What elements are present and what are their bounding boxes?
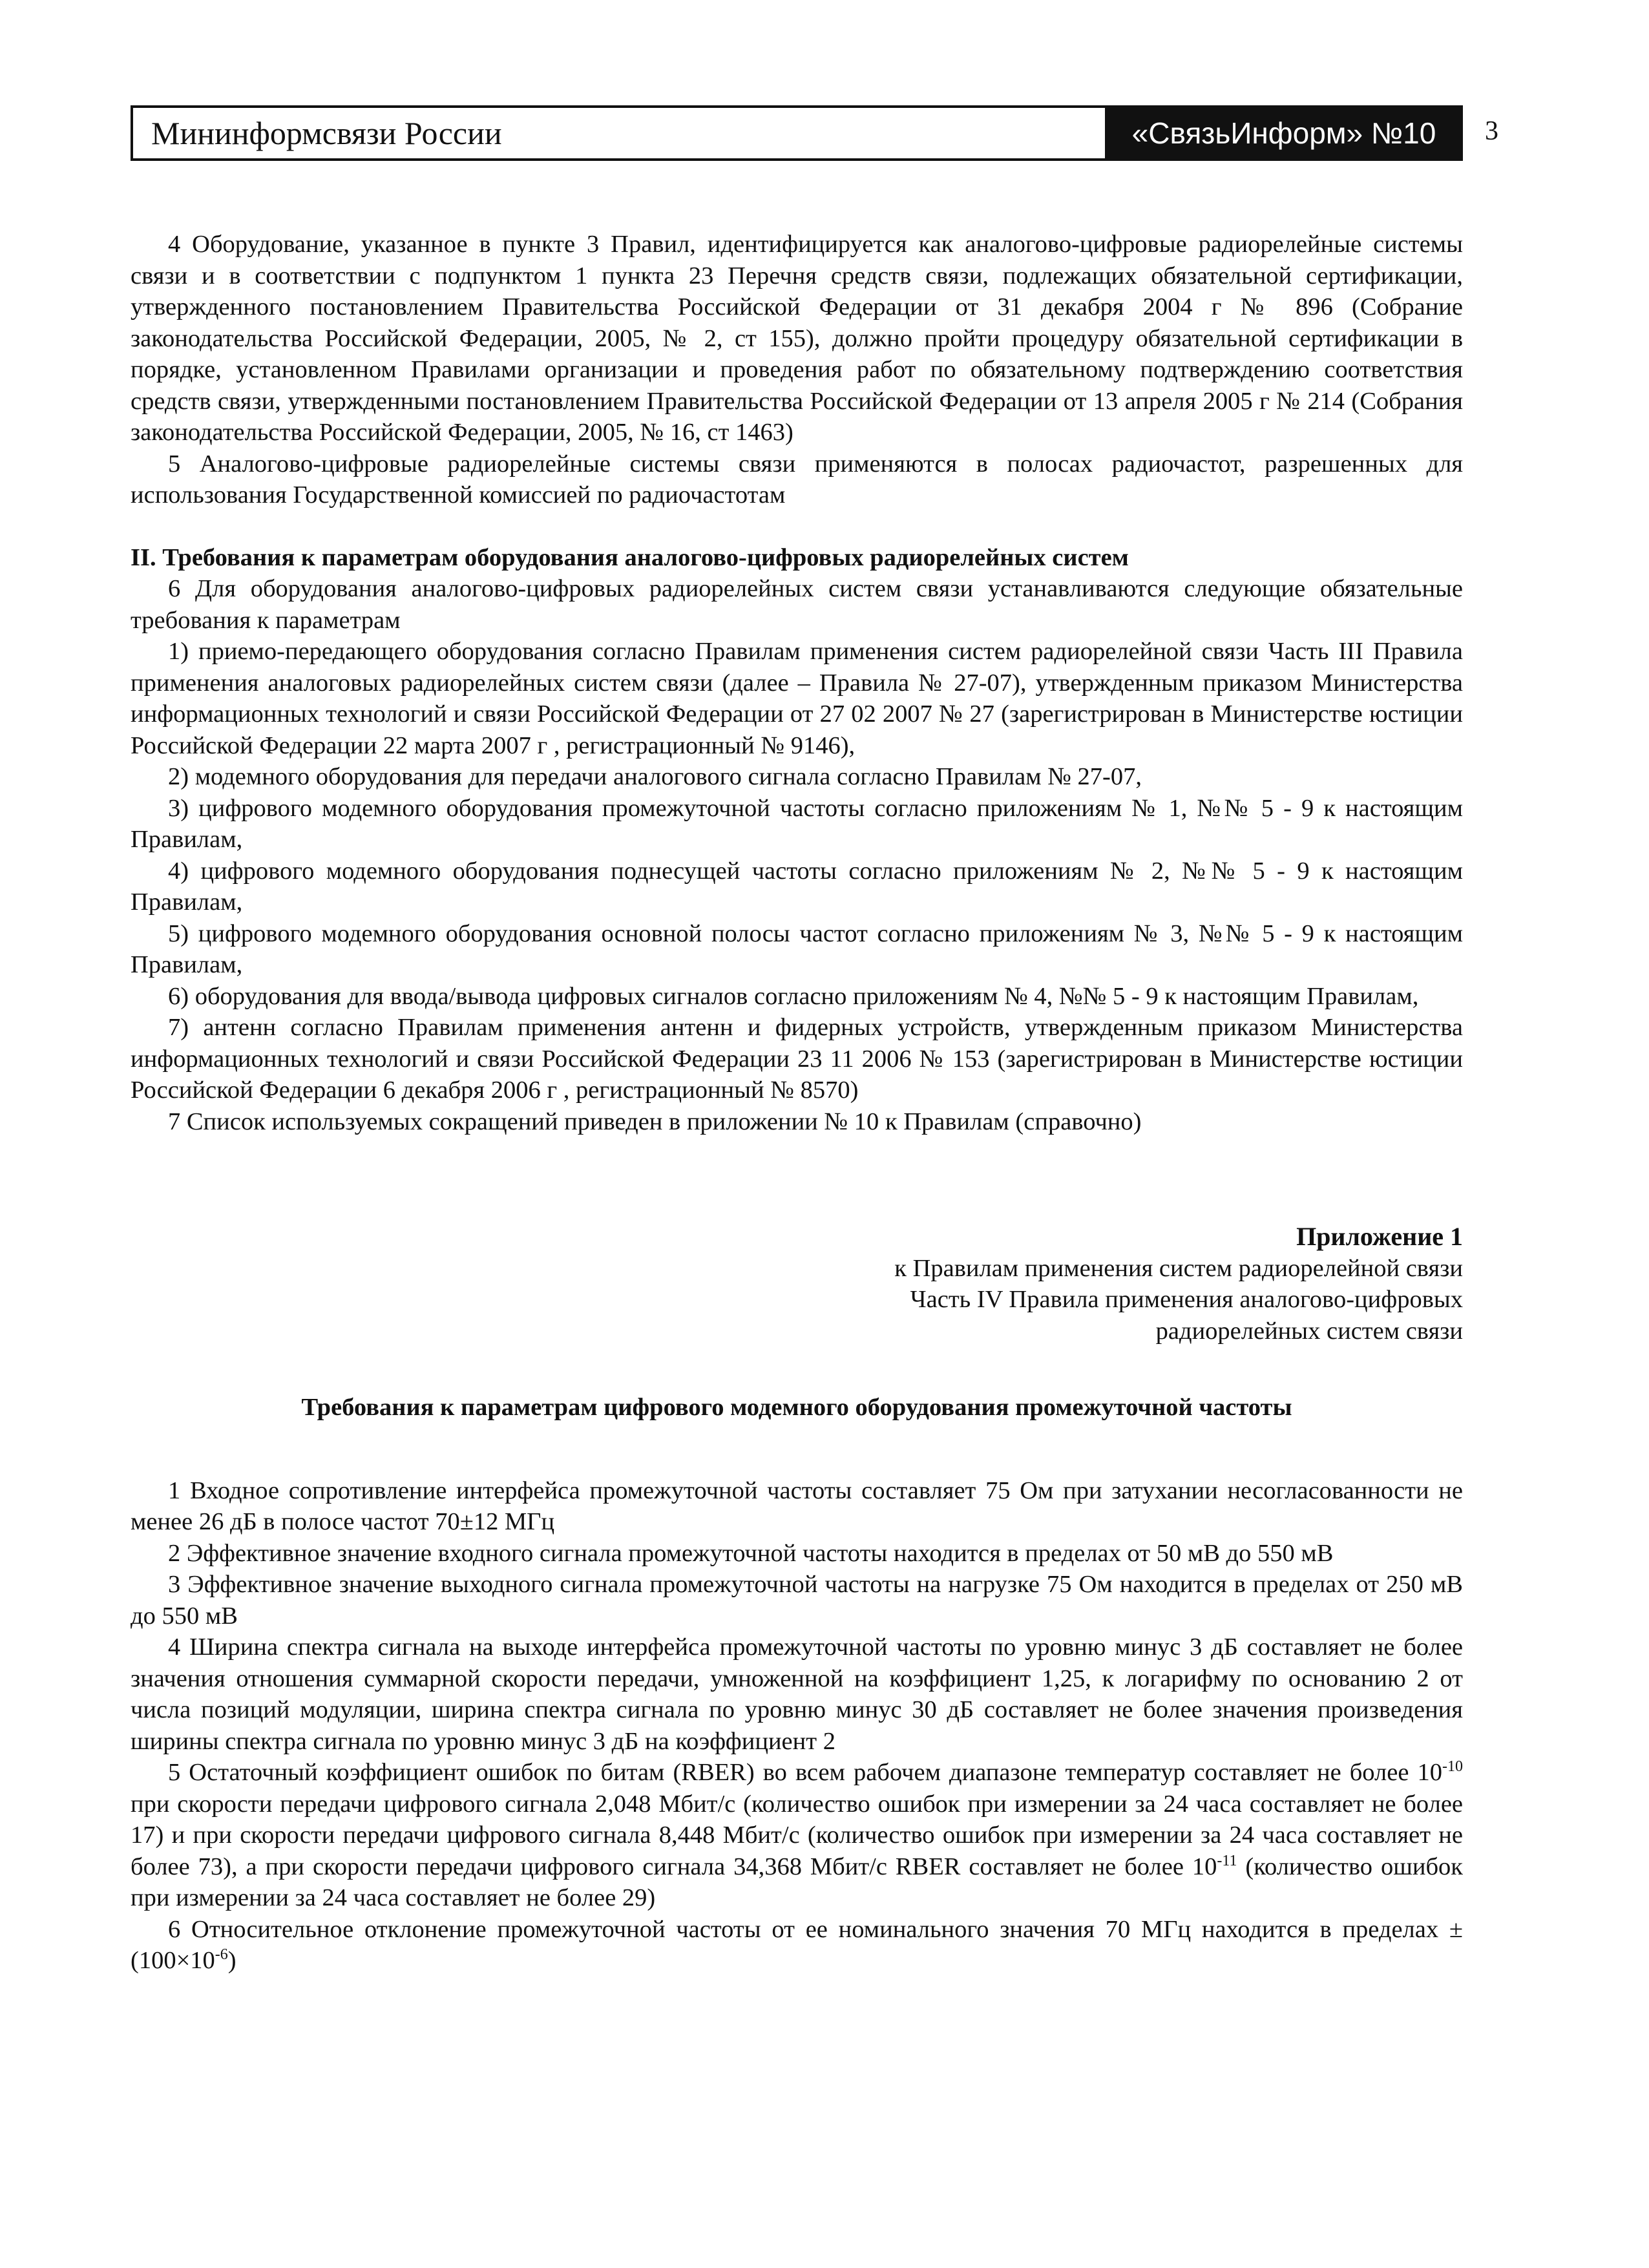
exponent: -6 [215, 1946, 228, 1964]
header-ministry: Мининформсвязи России [133, 108, 1108, 158]
list-item: 5) цифрового модемного оборудования основной полосы частот согласно приложениям № 3, №№ 5 - 9 к настоящим Правилам, [131, 919, 1463, 978]
list-item: 6) оборудования для ввода/вывода цифровых сигналов согласно приложениям № 4, №№ 5 - 9 к настоящим Правилам, [168, 982, 1419, 1010]
appendix-title: Приложение 1 [1296, 1222, 1463, 1251]
requirement-1: 1 Входное сопротивление интерфейса промежуточной частоты составляет 75 Ом при затухании несогласованности не менее 26 дБ в полосе частот 70±12 МГц [131, 1476, 1463, 1535]
paragraph-6: 6 Для оборудования аналогово-цифровых радиорелейных систем связи устанавливаются следующие обязательные требования к параметрам [131, 575, 1463, 634]
appendix-line: к Правилам применения систем радиорелейной связи [894, 1254, 1463, 1282]
requirement-6-text-a: 6 Относительное отклонение промежуточной частоты от ее номинального значения 70 МГц находится в пределах ±(100×10 [131, 1915, 1463, 1974]
requirement-6 [131, 1914, 1463, 1977]
requirement-3: 3 Эффективное значение выходного сигнала промежуточной частоты на нагрузке 75 Ом находится в пределах от 250 мВ до 550 мВ [131, 1571, 1463, 1630]
header-publication: «СвязьИнформ» №10 [1108, 108, 1460, 158]
requirement-2: 2 Эффективное значение входного сигнала промежуточной частоты находится в пределах от 50 мВ до 550 мВ [168, 1539, 1334, 1567]
appendix-line: Часть IV Правила применения аналогово-цифровых [910, 1286, 1463, 1313]
document-body [131, 229, 1463, 1977]
requirement-4: 4 Ширина спектра сигнала на выходе интерфейса промежуточной частоты по уровню минус 3 дБ составляет не более значения отношения суммарной скорости передачи, умноженной на коэффициент 1,25, к логарифму по основанию 2 от числа позиций модуляции, ширина спектра сигнала по уровню минус 30 дБ составляет не более значения произведения ширины спектра сигнала по уровню минус 3 дБ на коэффициент 2 [131, 1633, 1463, 1755]
appendix-heading: Требования к параметрам цифрового модемного оборудования промежуточной частоты [301, 1394, 1292, 1421]
requirement-5-text-c: (количество ошибок при измерении за 24 часа составляет не более 29) [131, 1853, 1463, 1911]
paragraph-5: 5 Аналогово-цифровые радиорелейные системы связи применяются в полосах радиочастот, разрешенных для использования Государственной комиссией по радиочастотам [131, 450, 1463, 509]
requirement-5 [131, 1757, 1463, 1914]
paragraph-7: 7 Список используемых сокращений приведен в приложении № 10 к Правилам (справочно) [168, 1108, 1142, 1135]
list-item: 3) цифрового модемного оборудования промежуточной частоты согласно приложениям № 1, №№ 5 - 9 к настоящим Правилам, [131, 794, 1463, 853]
requirement-5-text-a: 5 Остаточный коэффициент ошибок по битам (RBER) во всем рабочем диапазоне температур составляет не более 10 [168, 1759, 1442, 1786]
page-header [131, 105, 1463, 161]
paragraph-4: 4 Оборудование, указанное в пункте 3 Правил, идентифицируется как аналогово-цифровые радиорелейные системы связи и в соответствии с подпунктом 1 пункта 23 Перечня средств связи, подлежащих обязательной сертификации, утвержденного постановлением Правительства Российской Федерации от 31 декабря 2004 г № 896 (Собрание законодательства Российской Федерации, 2005, № 2, ст 155), должно пройти процедуру обязательной сертификации в порядке, установленном Правилами организации и проведения работ по обязательному подтверждению соответствия средств связи, утвержденными постановлением Правительства Российской Федерации от 13 апреля 2005 г № 214 (Собрания законодательства Российской Федерации, 2005, № 16, ст 1463) [131, 231, 1463, 446]
exponent: -10 [1442, 1758, 1463, 1776]
list-item: 2) модемного оборудования для передачи аналогового сигнала согласно Правилам № 27-07, [168, 763, 1142, 790]
appendix-label [131, 1221, 1463, 1347]
requirement-6-text-b: ) [227, 1947, 236, 1974]
list-item: 1) приемо-передающего оборудования согласно Правилам применения систем радиорелейной связи Часть III Правила применения аналоговых радиорелейных систем связи (далее – Правила № 27-07), утвержденным приказом Министерства информационных технологий и связи Российской Федерации от 27 02 2007 № 27 (зарегистрирован в Министерстве юстиции Российской Федерации 22 марта 2007 г , регистрационный № 9146), [131, 638, 1463, 759]
list-item: 4) цифрового модемного оборудования поднесущей частоты согласно приложениям № 2, №№ 5 - 9 к настоящим Правилам, [131, 857, 1463, 916]
list-item: 7) антенн согласно Правилам применения антенн и фидерных устройств, утвержденным приказом Министерства информационных технологий и связи Российской Федерации 23 11 2006 № 153 (зарегистрирован в Министерстве юстиции Российской Федерации 6 декабря 2006 г , регистрационный № 8570) [131, 1014, 1463, 1104]
requirement-5-text-b: при скорости передачи цифрового сигнала 2,048 Мбит/с (количество ошибок при измерении за 24 часа составляет не более 17) и при скорости передачи цифрового сигнала 8,448 Мбит/с (количество ошибок при измерении за 24 часа составляет не более 73), а при скорости передачи цифрового сигнала 34,368 Мбит/с RBER составляет не более 10 [131, 1790, 1463, 1880]
page-number: 3 [1485, 116, 1498, 146]
exponent: -11 [1217, 1852, 1237, 1869]
appendix-line: радиорелейных систем связи [1155, 1317, 1463, 1345]
section-ii-heading: II. Требования к параметрам оборудования аналогово-цифровых радиорелейных систем [131, 543, 1129, 571]
